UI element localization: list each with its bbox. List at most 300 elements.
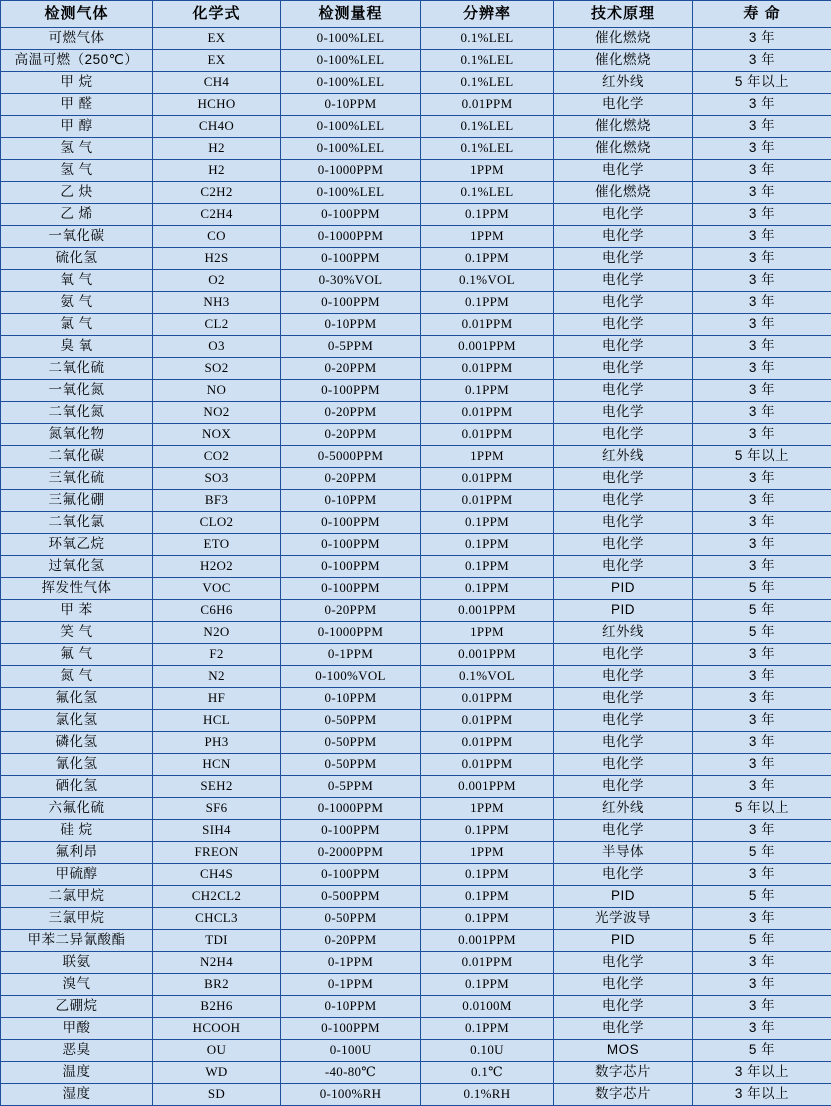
cell-detection-range: 0-10PPM — [281, 314, 421, 336]
cell-resolution: 0.1%VOL — [421, 666, 554, 688]
cell-technical-principle: 电化学 — [554, 1018, 693, 1040]
cell-lifespan: 3 年 — [693, 1018, 831, 1040]
cell-detection-range: 0-2000PPM — [281, 842, 421, 864]
table-header-row — [1, 1, 831, 28]
cell-detection-range: 0-1PPM — [281, 974, 421, 996]
cell-resolution: 0.1PPM — [421, 578, 554, 600]
cell-resolution: 0.1PPM — [421, 556, 554, 578]
cell-gas-name: 二氯甲烷 — [1, 886, 153, 908]
cell-technical-principle: 电化学 — [554, 270, 693, 292]
cell-chemical-formula: SF6 — [153, 798, 281, 820]
table-row — [1, 842, 831, 864]
cell-lifespan: 5 年 — [693, 600, 831, 622]
cell-resolution: 0.01PPM — [421, 754, 554, 776]
cell-resolution: 0.1℃ — [421, 1062, 554, 1084]
table-row — [1, 512, 831, 534]
cell-lifespan: 3 年 — [693, 94, 831, 116]
table-row — [1, 116, 831, 138]
cell-technical-principle: 电化学 — [554, 776, 693, 798]
cell-chemical-formula: H2 — [153, 160, 281, 182]
table-row — [1, 380, 831, 402]
cell-resolution: 0.001PPM — [421, 776, 554, 798]
cell-gas-name: 二氧化碳 — [1, 446, 153, 468]
cell-resolution: 0.01PPM — [421, 490, 554, 512]
table-row — [1, 50, 831, 72]
cell-technical-principle: 电化学 — [554, 226, 693, 248]
cell-detection-range: 0-1000PPM — [281, 160, 421, 182]
cell-resolution: 1PPM — [421, 842, 554, 864]
cell-gas-name: 甲 醇 — [1, 116, 153, 138]
cell-gas-name: 二氧化硫 — [1, 358, 153, 380]
cell-gas-name: 氯化氢 — [1, 710, 153, 732]
cell-gas-name: 二氧化氮 — [1, 402, 153, 424]
column-header-lifespan: 寿 命 — [693, 1, 831, 28]
cell-technical-principle: 半导体 — [554, 842, 693, 864]
table-row — [1, 556, 831, 578]
cell-gas-name: 氮氧化物 — [1, 424, 153, 446]
cell-lifespan: 3 年 — [693, 182, 831, 204]
cell-resolution: 0.1PPM — [421, 204, 554, 226]
cell-detection-range: 0-50PPM — [281, 908, 421, 930]
cell-technical-principle: 红外线 — [554, 622, 693, 644]
cell-detection-range: 0-20PPM — [281, 468, 421, 490]
cell-chemical-formula: OU — [153, 1040, 281, 1062]
cell-technical-principle: 电化学 — [554, 556, 693, 578]
table-row — [1, 490, 831, 512]
cell-technical-principle: 电化学 — [554, 666, 693, 688]
cell-detection-range: 0-100PPM — [281, 1018, 421, 1040]
table-row — [1, 864, 831, 886]
cell-lifespan: 5 年以上 — [693, 72, 831, 94]
cell-gas-name: 硫化氢 — [1, 248, 153, 270]
table-row — [1, 908, 831, 930]
table-row — [1, 600, 831, 622]
cell-resolution: 0.1PPM — [421, 380, 554, 402]
cell-chemical-formula: O2 — [153, 270, 281, 292]
cell-detection-range: 0-20PPM — [281, 402, 421, 424]
cell-gas-name: 乙硼烷 — [1, 996, 153, 1018]
table-row — [1, 710, 831, 732]
table-row — [1, 930, 831, 952]
cell-lifespan: 3 年 — [693, 248, 831, 270]
cell-gas-name: 三氟化硼 — [1, 490, 153, 512]
cell-detection-range: 0-10PPM — [281, 490, 421, 512]
cell-gas-name: 高温可燃（250℃） — [1, 50, 153, 72]
cell-resolution: 1PPM — [421, 798, 554, 820]
cell-chemical-formula: SIH4 — [153, 820, 281, 842]
table-row — [1, 226, 831, 248]
cell-lifespan: 3 年 — [693, 402, 831, 424]
cell-lifespan: 5 年 — [693, 930, 831, 952]
cell-resolution: 0.01PPM — [421, 688, 554, 710]
cell-technical-principle: 电化学 — [554, 94, 693, 116]
cell-resolution: 1PPM — [421, 226, 554, 248]
cell-gas-name: 甲 苯 — [1, 600, 153, 622]
cell-gas-name: 笑 气 — [1, 622, 153, 644]
cell-lifespan: 3 年 — [693, 908, 831, 930]
cell-technical-principle: 电化学 — [554, 952, 693, 974]
cell-detection-range: 0-100%LEL — [281, 28, 421, 50]
cell-chemical-formula: EX — [153, 28, 281, 50]
cell-technical-principle: 电化学 — [554, 314, 693, 336]
cell-chemical-formula: N2 — [153, 666, 281, 688]
cell-lifespan: 3 年 — [693, 864, 831, 886]
cell-resolution: 0.1%VOL — [421, 270, 554, 292]
table-row — [1, 270, 831, 292]
cell-technical-principle: PID — [554, 886, 693, 908]
cell-technical-principle: 电化学 — [554, 996, 693, 1018]
cell-lifespan: 3 年 — [693, 666, 831, 688]
cell-chemical-formula: H2O2 — [153, 556, 281, 578]
cell-chemical-formula: HCL — [153, 710, 281, 732]
cell-resolution: 0.0100M — [421, 996, 554, 1018]
cell-lifespan: 3 年 — [693, 644, 831, 666]
cell-detection-range: 0-50PPM — [281, 754, 421, 776]
cell-resolution: 0.1%LEL — [421, 138, 554, 160]
cell-detection-range: 0-20PPM — [281, 358, 421, 380]
cell-detection-range: -40-80℃ — [281, 1062, 421, 1084]
cell-resolution: 0.01PPM — [421, 710, 554, 732]
cell-gas-name: 甲 醛 — [1, 94, 153, 116]
cell-lifespan: 3 年 — [693, 688, 831, 710]
cell-chemical-formula: HF — [153, 688, 281, 710]
cell-lifespan: 3 年 — [693, 314, 831, 336]
cell-technical-principle: PID — [554, 578, 693, 600]
table-row — [1, 1084, 831, 1106]
cell-resolution: 0.1PPM — [421, 886, 554, 908]
table-row — [1, 248, 831, 270]
cell-technical-principle: 电化学 — [554, 688, 693, 710]
cell-detection-range: 0-20PPM — [281, 424, 421, 446]
cell-detection-range: 0-100%LEL — [281, 72, 421, 94]
cell-technical-principle: 电化学 — [554, 490, 693, 512]
cell-resolution: 0.01PPM — [421, 402, 554, 424]
cell-detection-range: 0-100PPM — [281, 380, 421, 402]
cell-technical-principle: 电化学 — [554, 358, 693, 380]
cell-detection-range: 0-5PPM — [281, 336, 421, 358]
cell-detection-range: 0-50PPM — [281, 710, 421, 732]
cell-detection-range: 0-5PPM — [281, 776, 421, 798]
cell-technical-principle: 电化学 — [554, 974, 693, 996]
cell-detection-range: 0-10PPM — [281, 996, 421, 1018]
cell-technical-principle: 电化学 — [554, 534, 693, 556]
cell-gas-name: 氟化氢 — [1, 688, 153, 710]
cell-resolution: 0.1%LEL — [421, 28, 554, 50]
cell-detection-range: 0-100U — [281, 1040, 421, 1062]
cell-technical-principle: MOS — [554, 1040, 693, 1062]
cell-lifespan: 3 年 — [693, 160, 831, 182]
cell-detection-range: 0-100PPM — [281, 512, 421, 534]
table-row — [1, 622, 831, 644]
table-row — [1, 776, 831, 798]
cell-gas-name: 挥发性气体 — [1, 578, 153, 600]
table-row — [1, 996, 831, 1018]
cell-detection-range: 0-100PPM — [281, 292, 421, 314]
cell-technical-principle: 电化学 — [554, 424, 693, 446]
cell-gas-name: 甲 烷 — [1, 72, 153, 94]
cell-gas-name: 氟利昂 — [1, 842, 153, 864]
cell-lifespan: 3 年 — [693, 204, 831, 226]
cell-gas-name: 氟 气 — [1, 644, 153, 666]
cell-chemical-formula: N2O — [153, 622, 281, 644]
cell-technical-principle: 催化燃烧 — [554, 50, 693, 72]
cell-gas-name: 甲苯二异氰酸酯 — [1, 930, 153, 952]
table-row — [1, 314, 831, 336]
cell-detection-range: 0-100PPM — [281, 248, 421, 270]
cell-resolution: 0.10U — [421, 1040, 554, 1062]
cell-gas-name: 氢 气 — [1, 138, 153, 160]
column-header-principle: 技术原理 — [554, 1, 693, 28]
cell-technical-principle: 电化学 — [554, 468, 693, 490]
cell-chemical-formula: C2H2 — [153, 182, 281, 204]
cell-lifespan: 5 年 — [693, 578, 831, 600]
cell-technical-principle: 催化燃烧 — [554, 138, 693, 160]
cell-technical-principle: PID — [554, 600, 693, 622]
cell-chemical-formula: FREON — [153, 842, 281, 864]
cell-lifespan: 3 年 — [693, 974, 831, 996]
cell-gas-name: 六氟化硫 — [1, 798, 153, 820]
cell-detection-range: 0-100PPM — [281, 820, 421, 842]
cell-technical-principle: 电化学 — [554, 160, 693, 182]
cell-detection-range: 0-100PPM — [281, 204, 421, 226]
cell-technical-principle: 红外线 — [554, 72, 693, 94]
cell-chemical-formula: N2H4 — [153, 952, 281, 974]
cell-lifespan: 3 年 — [693, 116, 831, 138]
table-row — [1, 644, 831, 666]
table-row — [1, 182, 831, 204]
cell-resolution: 0.001PPM — [421, 600, 554, 622]
cell-chemical-formula: NOX — [153, 424, 281, 446]
table-row — [1, 820, 831, 842]
cell-chemical-formula: SEH2 — [153, 776, 281, 798]
table-row — [1, 204, 831, 226]
cell-lifespan: 3 年 — [693, 270, 831, 292]
cell-technical-principle: 电化学 — [554, 402, 693, 424]
cell-gas-name: 一氧化碳 — [1, 226, 153, 248]
cell-technical-principle: 电化学 — [554, 754, 693, 776]
cell-detection-range: 0-20PPM — [281, 600, 421, 622]
cell-technical-principle: 电化学 — [554, 512, 693, 534]
cell-detection-range: 0-100%LEL — [281, 50, 421, 72]
cell-resolution: 0.1PPM — [421, 864, 554, 886]
cell-resolution: 0.01PPM — [421, 314, 554, 336]
cell-resolution: 0.1%LEL — [421, 72, 554, 94]
table-row — [1, 952, 831, 974]
table-row — [1, 688, 831, 710]
table-row — [1, 358, 831, 380]
cell-detection-range: 0-1000PPM — [281, 622, 421, 644]
cell-resolution: 0.1PPM — [421, 292, 554, 314]
cell-technical-principle: 电化学 — [554, 204, 693, 226]
cell-lifespan: 3 年以上 — [693, 1084, 831, 1106]
cell-resolution: 0.1%LEL — [421, 50, 554, 72]
cell-lifespan: 3 年 — [693, 380, 831, 402]
cell-resolution: 0.001PPM — [421, 336, 554, 358]
cell-detection-range: 0-100PPM — [281, 556, 421, 578]
cell-resolution: 0.1PPM — [421, 534, 554, 556]
cell-resolution: 0.1%LEL — [421, 182, 554, 204]
cell-chemical-formula: CO — [153, 226, 281, 248]
cell-gas-name: 乙 炔 — [1, 182, 153, 204]
cell-technical-principle: 电化学 — [554, 644, 693, 666]
cell-technical-principle: 光学波导 — [554, 908, 693, 930]
cell-lifespan: 5 年 — [693, 842, 831, 864]
table-row — [1, 534, 831, 556]
cell-lifespan: 5 年 — [693, 1040, 831, 1062]
cell-detection-range: 0-1000PPM — [281, 798, 421, 820]
table-row — [1, 974, 831, 996]
cell-lifespan: 3 年 — [693, 336, 831, 358]
cell-resolution: 0.01PPM — [421, 424, 554, 446]
cell-detection-range: 0-10PPM — [281, 94, 421, 116]
cell-detection-range: 0-10PPM — [281, 688, 421, 710]
cell-gas-name: 硒化氢 — [1, 776, 153, 798]
cell-technical-principle: 电化学 — [554, 864, 693, 886]
cell-technical-principle: 电化学 — [554, 248, 693, 270]
cell-gas-name: 磷化氢 — [1, 732, 153, 754]
cell-chemical-formula: CH2CL2 — [153, 886, 281, 908]
cell-gas-name: 可燃气体 — [1, 28, 153, 50]
cell-chemical-formula: B2H6 — [153, 996, 281, 1018]
cell-resolution: 0.1PPM — [421, 512, 554, 534]
cell-lifespan: 3 年 — [693, 776, 831, 798]
cell-lifespan: 3 年 — [693, 534, 831, 556]
cell-resolution: 0.01PPM — [421, 732, 554, 754]
cell-detection-range: 0-100PPM — [281, 864, 421, 886]
cell-gas-name: 过氧化氢 — [1, 556, 153, 578]
cell-lifespan: 3 年 — [693, 710, 831, 732]
cell-lifespan: 3 年 — [693, 226, 831, 248]
cell-technical-principle: 红外线 — [554, 798, 693, 820]
column-header-gas: 检测气体 — [1, 1, 153, 28]
cell-resolution: 0.1PPM — [421, 974, 554, 996]
table-row — [1, 578, 831, 600]
cell-resolution: 1PPM — [421, 160, 554, 182]
cell-technical-principle: 数字芯片 — [554, 1062, 693, 1084]
cell-lifespan: 3 年 — [693, 512, 831, 534]
cell-detection-range: 0-100%VOL — [281, 666, 421, 688]
table-row — [1, 468, 831, 490]
cell-chemical-formula: WD — [153, 1062, 281, 1084]
cell-technical-principle: 催化燃烧 — [554, 28, 693, 50]
cell-resolution: 0.001PPM — [421, 930, 554, 952]
cell-detection-range: 0-100PPM — [281, 578, 421, 600]
cell-lifespan: 3 年 — [693, 820, 831, 842]
column-header-formula: 化学式 — [153, 1, 281, 28]
cell-resolution: 0.1PPM — [421, 1018, 554, 1040]
cell-chemical-formula: CHCL3 — [153, 908, 281, 930]
column-header-resolution: 分辨率 — [421, 1, 554, 28]
cell-gas-name: 氧 气 — [1, 270, 153, 292]
table-row — [1, 732, 831, 754]
cell-resolution: 0.01PPM — [421, 358, 554, 380]
cell-lifespan: 3 年 — [693, 754, 831, 776]
cell-technical-principle: 数字芯片 — [554, 1084, 693, 1106]
cell-lifespan: 3 年 — [693, 952, 831, 974]
cell-gas-name: 联氨 — [1, 952, 153, 974]
cell-detection-range: 0-1PPM — [281, 644, 421, 666]
cell-gas-name: 三氧化硫 — [1, 468, 153, 490]
cell-gas-name: 湿度 — [1, 1084, 153, 1106]
cell-resolution: 0.01PPM — [421, 94, 554, 116]
cell-technical-principle: 催化燃烧 — [554, 182, 693, 204]
table-row — [1, 138, 831, 160]
cell-technical-principle: 催化燃烧 — [554, 116, 693, 138]
cell-resolution: 0.1%LEL — [421, 116, 554, 138]
cell-chemical-formula: H2 — [153, 138, 281, 160]
table-row — [1, 336, 831, 358]
cell-chemical-formula: SO3 — [153, 468, 281, 490]
cell-gas-name: 氨 气 — [1, 292, 153, 314]
cell-lifespan: 3 年 — [693, 292, 831, 314]
cell-lifespan: 5 年 — [693, 886, 831, 908]
cell-technical-principle: 电化学 — [554, 820, 693, 842]
cell-detection-range: 0-20PPM — [281, 930, 421, 952]
table-row — [1, 1040, 831, 1062]
cell-chemical-formula: CH4O — [153, 116, 281, 138]
cell-gas-name: 温度 — [1, 1062, 153, 1084]
table-row — [1, 72, 831, 94]
cell-chemical-formula: CH4 — [153, 72, 281, 94]
table-row — [1, 292, 831, 314]
cell-chemical-formula: BR2 — [153, 974, 281, 996]
cell-lifespan: 3 年 — [693, 358, 831, 380]
cell-detection-range: 0-5000PPM — [281, 446, 421, 468]
cell-gas-name: 乙 烯 — [1, 204, 153, 226]
cell-lifespan: 3 年以上 — [693, 1062, 831, 1084]
cell-lifespan: 3 年 — [693, 556, 831, 578]
table-row — [1, 424, 831, 446]
column-header-range: 检测量程 — [281, 1, 421, 28]
cell-resolution: 0.01PPM — [421, 468, 554, 490]
cell-gas-name: 氮 气 — [1, 666, 153, 688]
cell-chemical-formula: HCOOH — [153, 1018, 281, 1040]
cell-detection-range: 0-100%LEL — [281, 116, 421, 138]
table-row — [1, 754, 831, 776]
cell-chemical-formula: CL2 — [153, 314, 281, 336]
cell-gas-name: 氢 气 — [1, 160, 153, 182]
cell-chemical-formula: C6H6 — [153, 600, 281, 622]
cell-technical-principle: 电化学 — [554, 336, 693, 358]
cell-technical-principle: 电化学 — [554, 292, 693, 314]
cell-gas-name: 溴气 — [1, 974, 153, 996]
cell-chemical-formula: BF3 — [153, 490, 281, 512]
cell-chemical-formula: NO — [153, 380, 281, 402]
cell-resolution: 0.001PPM — [421, 644, 554, 666]
cell-lifespan: 3 年 — [693, 732, 831, 754]
cell-chemical-formula: EX — [153, 50, 281, 72]
cell-chemical-formula: HCHO — [153, 94, 281, 116]
cell-lifespan: 3 年 — [693, 996, 831, 1018]
cell-detection-range: 0-100%LEL — [281, 182, 421, 204]
table-row — [1, 886, 831, 908]
cell-chemical-formula: H2S — [153, 248, 281, 270]
cell-lifespan: 3 年 — [693, 490, 831, 512]
cell-gas-name: 甲酸 — [1, 1018, 153, 1040]
table-row — [1, 446, 831, 468]
cell-chemical-formula: CLO2 — [153, 512, 281, 534]
table-row — [1, 1018, 831, 1040]
table-row — [1, 402, 831, 424]
cell-technical-principle: PID — [554, 930, 693, 952]
cell-technical-principle: 电化学 — [554, 710, 693, 732]
cell-lifespan: 3 年 — [693, 28, 831, 50]
cell-chemical-formula: F2 — [153, 644, 281, 666]
cell-technical-principle: 电化学 — [554, 732, 693, 754]
cell-chemical-formula: ETO — [153, 534, 281, 556]
cell-resolution: 0.1PPM — [421, 820, 554, 842]
cell-gas-name: 一氧化氮 — [1, 380, 153, 402]
